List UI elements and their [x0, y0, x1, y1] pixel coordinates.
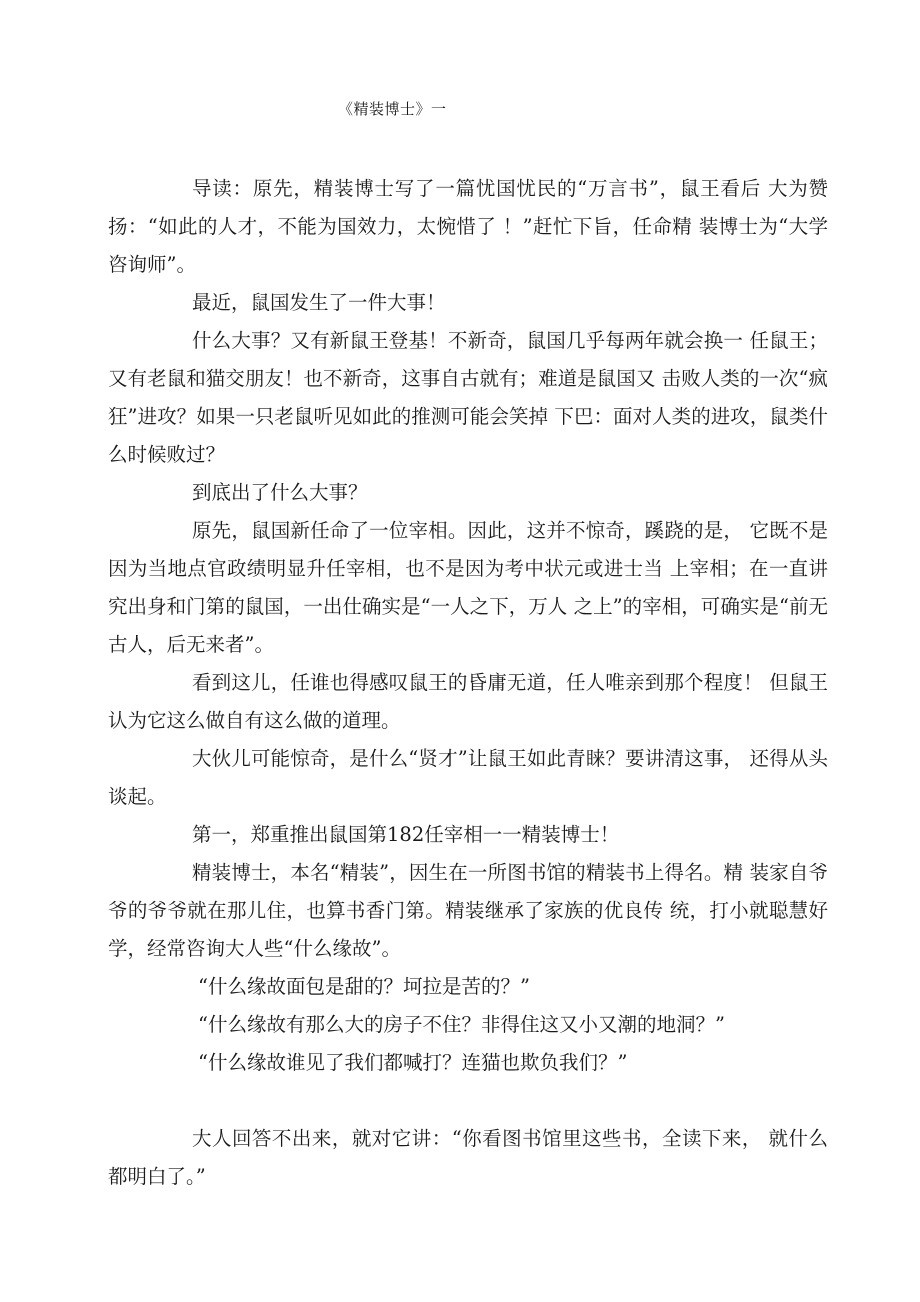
paragraph-closing: 大人回答不出来，就对它讲：“你看图书馆里这些书，全读下来， 就什么都明白了。”	[108, 1127, 828, 1188]
quote-line: “什么缘故谁见了我们都喊打？连猫也欺负我们？”	[198, 1051, 628, 1074]
paragraph: 最近，鼠国发生了一件大事！	[192, 291, 446, 314]
document-body	[108, 170, 828, 1196]
paragraph: 原先，鼠国新任命了一位宰相。因此，这并不惊奇，蹊跷的是， 它既不是因为当地点官政绩明显升任宰相，也不是因为考中状元或进士当 上宰相；在一直讲究出身和门第的鼠国，一出仕确实是“一人之下，万人 之上”的宰相，可确实是“前无古人，后无来者”。	[108, 519, 828, 656]
paragraph: 精装博士，本名“精装”，因生在一所图书馆的精装书上得名。精 装家自爷爷的爷爷就在那儿住，也算书香门第。精装继承了家族的优良传 统，打小就聪慧好学，经常咨询大人些“什么缘故”。	[108, 861, 828, 960]
quote-line: “什么缘故面包是甜的？坷拉是苦的？”	[198, 975, 530, 998]
paragraph: 第一，郑重推出鼠国第182任宰相一一精装博士！	[192, 823, 620, 846]
document-title: 《精装博士》一	[338, 100, 447, 118]
paragraph: 什么大事？又有新鼠王登基！不新奇，鼠国几乎每两年就会换一 任鼠王；又有老鼠和猫交朋友！也不新奇，这事自古就有；难道是鼠国又 击败人类的一次“疯狂”进攻？如果一只老鼠听见如此的推测可能会笑掉 下巴：面对人类的进攻，鼠类什么时候败过？	[108, 329, 828, 466]
spacer	[108, 1082, 828, 1120]
paragraph: 看到这儿，任谁也得感叹鼠王的昏庸无道，任人唯亲到那个程度！ 但鼠王认为它这么做自有这么做的道理。	[108, 671, 828, 732]
paragraph-intro: 导读：原先，精装博士写了一篇忧国忧民的“万言书”，鼠王看后 大为赞扬：“如此的人才，不能为国效力，太惋惜了 ！”赶忙下旨，任命精 装博士为“大学咨询师”。	[108, 177, 828, 276]
paragraph: 到底出了什么大事？	[192, 481, 368, 504]
paragraph: 大伙儿可能惊奇，是什么“贤才”让鼠王如此青睐？要讲清这事， 还得从头谈起。	[108, 747, 828, 808]
quote-line: “什么缘故有那么大的房子不住？非得住这又小又潮的地洞？”	[198, 1013, 725, 1036]
